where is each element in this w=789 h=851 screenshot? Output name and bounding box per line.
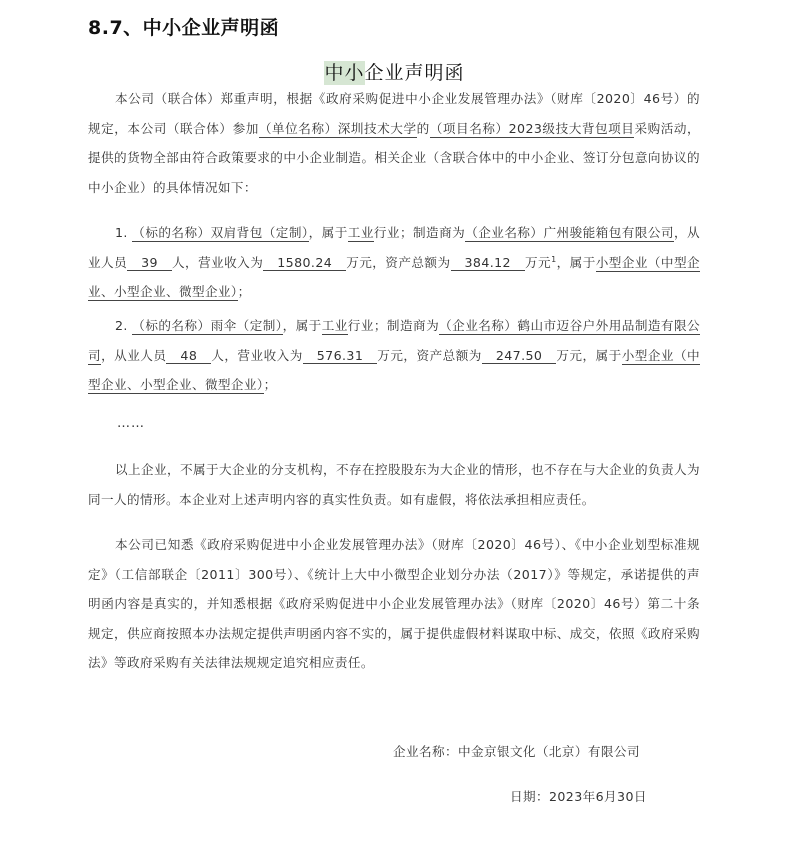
item-text: 万元，资产总额为 [346,254,451,270]
title-rest: 企业声明函 [364,62,465,84]
signature-date: 日期：2023年6月30日 [510,789,647,804]
item-manufacturer: （企业名称）广州骏能箱包有限公司 [465,225,674,240]
item-text: ； [237,284,251,300]
item-text: ，从业人员 [101,347,167,363]
unit-name-field: （单位名称）深圳技术大学 [258,120,417,136]
item-number: 2. [115,318,128,333]
statement-paragraph-2: 本公司已知悉《政府采购促进中小企业发展管理办法》（财库〔2020〕46号）、《中小企业划型标准规定》（工信部联企〔2011〕300号）、《统计上大中小微型企业划分办法（2017）》等规定，承诺提供的声明函内容是真实的，并知悉根据《政府采购促进中小企业发展管理办法》（财库〔2020〕46号）第二十条规定，供应商按照本办法规定提供声明函内容不实的，属于提供虚假材料谋取中标、成交，依照《政府采购法》等政府采购有关法律法规规定追究相应责任。 [88,537,700,671]
signature-company: 企业名称：中金京银文化（北京）有限公司 [393,744,640,759]
item-revenue: 1580.24 [263,255,346,271]
item-text: ； [263,377,277,393]
section-heading: 8.7、中小企业声明函 [88,17,280,39]
item-assets: 247.50 [482,348,556,364]
item-text: 行业；制造商为 [373,225,466,240]
item-staff: 39 [127,255,172,271]
intro-paragraph [88,84,700,202]
item-industry: 工业 [347,225,374,240]
item-industry: 工业 [321,318,348,333]
item-text: 万元，资产总额为 [377,347,482,363]
footnote-marker: 1 [551,254,557,264]
item-text: 人，营业收入为 [211,347,303,363]
item-text: 人，营业收入为 [171,254,264,270]
item-text: ，属于 [282,318,322,333]
item-text: ，属于 [308,225,348,240]
item-staff: 48 [166,348,211,364]
intro-text-2: 的 [416,120,430,136]
item-revenue: 576.31 [303,348,377,364]
item-2-paragraph [88,311,700,400]
item-number: 1. [115,225,128,240]
statement-paragraph-1: 以上企业，不属于大企业的分支机构，不存在控股股东为大企业的情形，也不存在与大企业的负责人为同一人的情形。本企业对上述声明内容的真实性负责。如有虚假，将依法承担相应责任。 [88,462,700,507]
project-name-field: （项目名称）2023级技大背包项目 [429,120,635,136]
item-name: （标的名称）雨伞（定制） [132,318,283,333]
item-text: ，属于 [556,254,596,270]
document-title [0,58,789,85]
item-manufacturer: （企业名称）鹤山市迈谷户外用品制造有限公司 [88,318,700,363]
title-highlight: 中小 [324,62,365,84]
item-text: 万元，属于 [556,347,622,363]
item-enterprise-size: 小型企业（中型企业、小型企业、微型企业） [88,347,701,393]
item-assets: 384.12 [451,255,525,271]
item-enterprise-size: 小型企业（中型企业、小型企业、微型企业） [88,254,701,300]
item-text: 万元 [524,254,552,270]
item-name: （标的名称）双肩背包（定制） [132,225,309,240]
intro-text-1: 本公司（联合体）郑重声明，根据《政府采购促进中小企业发展管理办法》（财库〔2020〕46号）的规定，本公司（联合体）参加 [88,91,700,136]
item-text: 行业；制造商为 [347,318,440,333]
item-1-paragraph [88,218,700,307]
intro-text-3: 采购活动，提供的货物全部由符合政策要求的中小企业制造。相关企业（含联合体中的中小企业、签订分包意向协议的中小企业）的具体情况如下： [88,120,701,195]
item-text: ，从业人员 [88,225,700,270]
ellipsis: …… [117,416,145,431]
